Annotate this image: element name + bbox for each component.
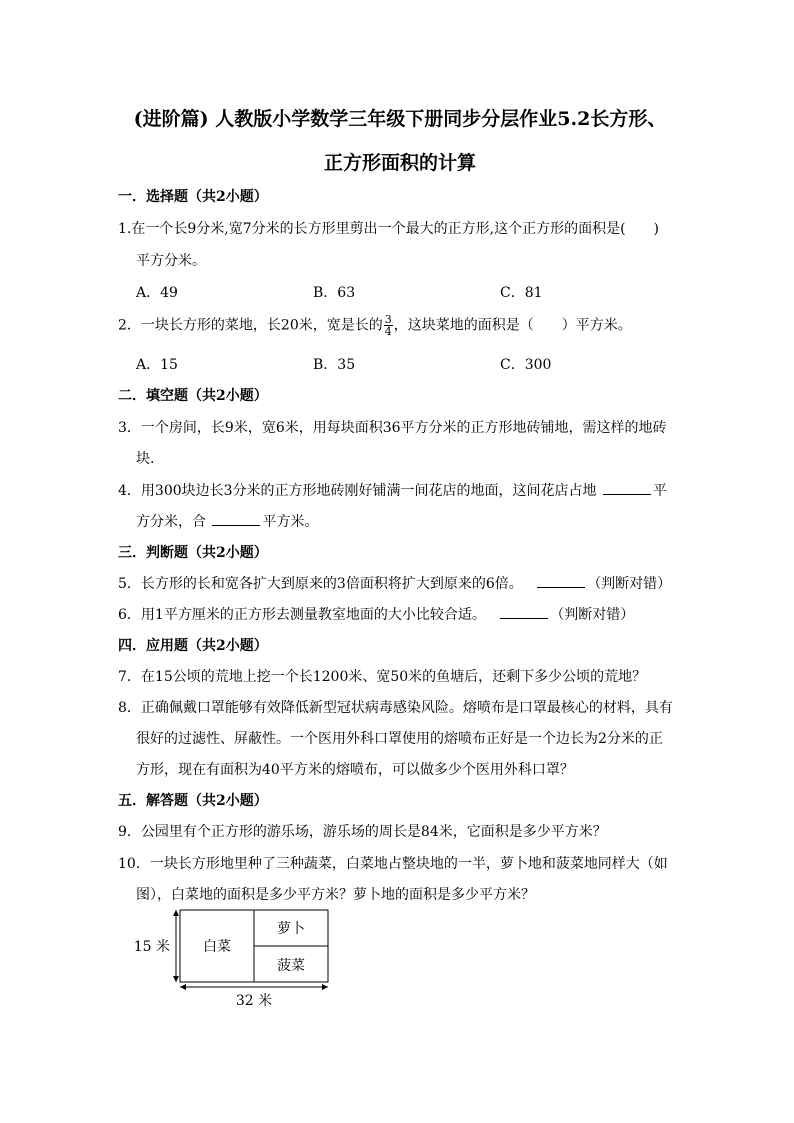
answer-blank-judge-6[interactable]	[500, 604, 548, 619]
width-label: 32 米	[235, 993, 273, 1009]
answer-blank-judge-5[interactable]	[537, 573, 585, 588]
question-1-line1: 1.在一个长9分米,宽7分米的长方形里剪出一个最大的正方形,这个正方形的面积是( )	[118, 221, 659, 237]
question-8-line2: 很好的过滤性、屏蔽性。一个医用外科口罩使用的熔喷布正好是一个边长为2分米的正	[136, 731, 663, 747]
question-8-line3: 方形，现在有面积为40平方米的熔喷布，可以做多少个医用外科口罩？	[136, 762, 574, 778]
section-heading-application: 四．应用题（共2小题）	[118, 638, 268, 654]
question-6-tail: （判断对错）	[550, 607, 635, 623]
question-1-line2: 平方分米。	[136, 253, 206, 269]
height-arrow-top	[173, 910, 179, 916]
question-1-option-c[interactable]: C．81	[500, 285, 543, 301]
answer-blank-square-decimeters[interactable]	[603, 480, 651, 495]
spinach-label: 菠菜	[277, 958, 305, 974]
question-4-line2b: 平方米。	[262, 514, 319, 530]
question-7: 7．在15公顷的荒地上挖一个长1200米、宽50米的鱼塘后，还剩下多少公顷的荒地？	[118, 669, 647, 685]
question-2-option-c[interactable]: C．300	[500, 357, 552, 373]
question-2-option-a[interactable]: A．15	[136, 357, 178, 373]
section-heading-solve: 五．解答题（共2小题）	[118, 793, 268, 809]
question-4-line1-end: 平	[653, 483, 667, 499]
fraction-numerator: 3	[384, 313, 392, 326]
question-6	[118, 604, 634, 624]
section-heading-fill: 二．填空题（共2小题）	[118, 388, 268, 404]
answer-blank-square-meters[interactable]	[212, 511, 260, 526]
section-heading-choice: 一．选择题（共2小题）	[118, 189, 268, 205]
page-title-line1: (进阶篇) 人教版小学数学三年级下册同步分层作业5.2长方形、	[133, 108, 667, 130]
question-6-text: 6．用1平方厘米的正方形去测量教室地面的大小比较合适。	[118, 607, 486, 623]
question-2-part2: ，这块菜地的面积是（ ）平方米。	[393, 317, 632, 334]
question-4-line2a: 方分米，合	[136, 514, 206, 530]
question-5	[118, 573, 671, 593]
section-heading-judge: 三．判断题（共2小题）	[118, 545, 268, 561]
fraction-three-quarters	[384, 314, 393, 337]
question-2-option-b[interactable]: B．35	[313, 357, 356, 373]
radish-label: 萝卜	[277, 921, 305, 937]
question-1-option-b[interactable]: B．63	[313, 285, 356, 301]
width-arrow-right	[322, 984, 328, 990]
question-3-line1: 3．一个房间，长9米，宽6米，用每块面积36平方分米的正方形地砖铺地，需这样的地砖	[118, 420, 667, 436]
height-label: 15 米	[133, 939, 170, 955]
page-title-line2: 正方形面积的计算	[323, 152, 476, 174]
question-2	[118, 314, 632, 337]
question-8-line1: 8．正确佩戴口罩能够有效降低新型冠状病毒感染风险。熔喷布是口罩最核心的材料，具有	[118, 700, 673, 716]
question-5-tail: （判断对错）	[587, 576, 672, 592]
question-10-line2: 图），白菜地的面积是多少平方米？萝卜地的面积是多少平方米？	[136, 887, 535, 903]
vegetable-plot-figure	[130, 905, 360, 1015]
cabbage-label: 白菜	[203, 939, 231, 955]
question-10-line1: 10．一块长方形地里种了三种蔬菜，白菜地占整块地的一半，萝卜地和菠菜地同样大（如	[118, 856, 668, 872]
question-2-part1: 2．一块长方形的菜地，长20米，宽是长的	[118, 317, 383, 334]
question-4-text: 4．用300块边长3分米的正方形地砖刚好铺满一间花店的地面，这间花店占地	[118, 483, 597, 499]
question-1-option-a[interactable]: A．49	[136, 285, 178, 301]
question-5-text: 5．长方形的长和宽各扩大到原来的3倍面积将扩大到原来的6倍。	[118, 576, 523, 592]
question-3-line2: 块.	[136, 451, 155, 467]
fraction-denominator: 4	[384, 325, 392, 338]
question-9: 9．公园里有个正方形的游乐场，游乐场的周长是84米，它面积是多少平方米？	[118, 824, 607, 840]
question-4-line2	[136, 511, 318, 531]
height-arrow-bottom	[173, 976, 179, 982]
width-arrow-left	[180, 984, 186, 990]
question-4-line1	[118, 480, 667, 500]
